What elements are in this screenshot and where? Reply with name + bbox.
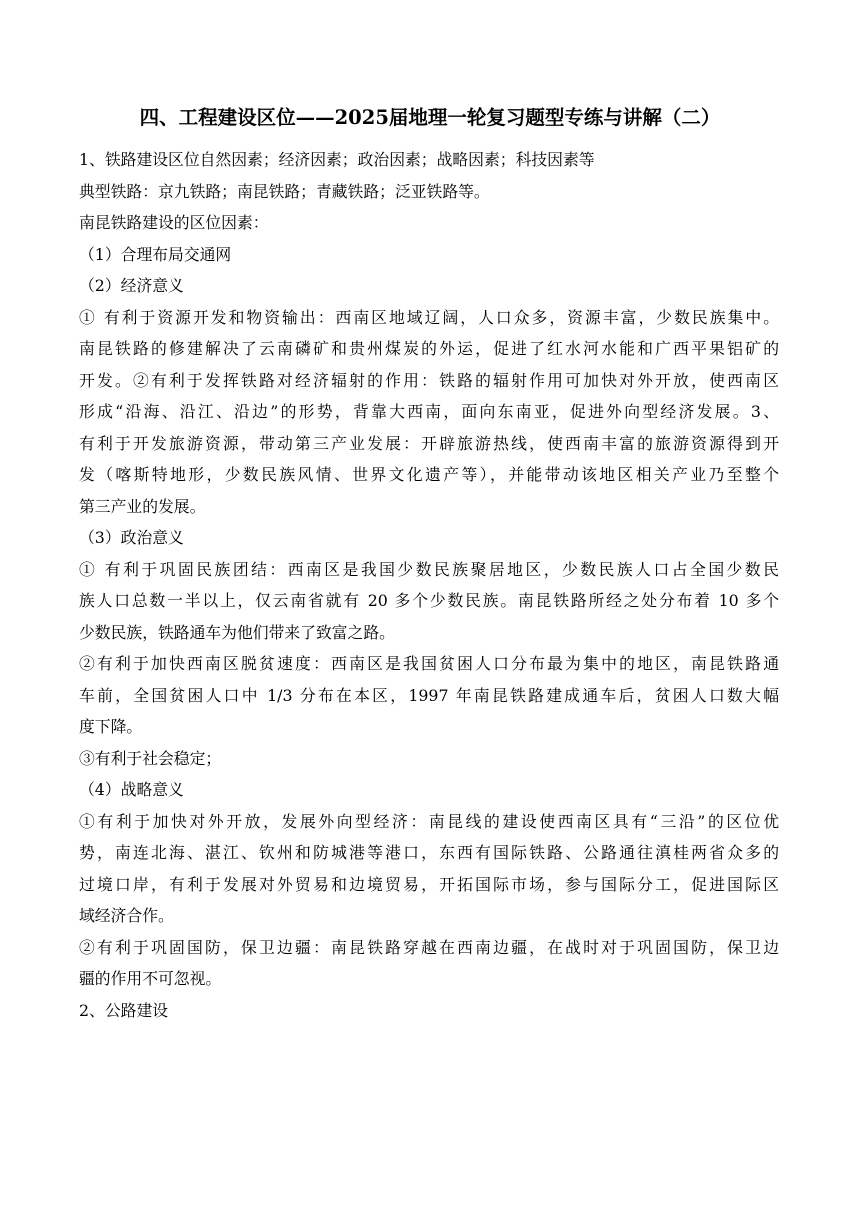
text-line: 南昆铁路建设的区位因素：	[79, 213, 269, 232]
section-heading: （4）战略意义	[79, 780, 184, 799]
section-heading: 2、公路建设	[79, 1000, 169, 1020]
text-line: 第三产业的发展。	[79, 496, 206, 516]
text-line: 1、铁路建设区位自然因素；经济因素；政治因素；战略因素；科技因素等	[79, 150, 595, 169]
text-line: ① 有利于资源开发和物资输出：西南区地域辽阔，人口众多，资源丰富，少数民族集中。	[79, 307, 779, 327]
text-line: 车前，全国贫困人口中 1/3 分布在本区，1997 年南昆铁路建成通车后，贫困人口数大幅	[79, 685, 779, 705]
text-line: 疆的作用不可忽视。	[79, 969, 222, 988]
page-title: 四、工程建设区位——2025届地理一轮复习题型专练与讲解（二）	[139, 106, 721, 129]
text-line: 域经济合作。	[79, 906, 174, 925]
text-line: ①有利于加快对外开放，发展外向型经济：南昆线的建设使西南区具有“三沿”的区位优	[79, 811, 779, 831]
text-line: 开发。②有利于发挥铁路对经济辐射的作用：铁路的辐射作用可加快对外开放，使西南区	[79, 370, 779, 390]
text-line: 典型铁路：京九铁路；南昆铁路；青藏铁路；泛亚铁路等。	[79, 181, 490, 201]
text-line: 形成“沿海、沿江、沿边”的形势，背靠大西南，面向东南亚，促进外向型经济发展。3、	[79, 402, 779, 421]
section-heading: （1）合理布局交通网	[79, 244, 232, 264]
text-line: 族人口总数一半以上，仅云南省就有 20 多个少数民族。南昆铁路所经之处分布着 10 多个	[79, 591, 779, 610]
section-heading: （2）经济意义	[79, 276, 184, 295]
text-line: 势，南连北海、湛江、钦州和防城港等港口，东西有国际铁路、公路通往滇桂两省众多的	[79, 843, 779, 862]
text-line: 有利于开发旅游资源，带动第三产业发展：开辟旅游热线，使西南丰富的旅游资源得到开	[79, 433, 779, 453]
text-line: 过境口岸，有利于发展对外贸易和边境贸易，开拓国际市场，参与国际分工，促进国际区	[79, 874, 779, 894]
text-line: ③有利于社会稳定；	[79, 748, 222, 768]
text-line: 南昆铁路的修建解决了云南磷矿和贵州煤炭的外运，促进了红水河水能和广西平果铝矿的	[79, 339, 779, 358]
text-line: 度下降。	[79, 717, 143, 736]
document-body	[79, 144, 779, 1026]
text-line: ②有利于加快西南区脱贫速度：西南区是我国贫困人口分布最为集中的地区，南昆铁路通	[79, 654, 779, 673]
text-line: ① 有利于巩固民族团结：西南区是我国少数民族聚居地区，少数民族人口占全国少数民	[79, 559, 779, 579]
text-line: 少数民族，铁路通车为他们带来了致富之路。	[79, 622, 395, 642]
text-line: ②有利于巩固国防，保卫边疆：南昆铁路穿越在西南边疆，在战时对于巩固国防，保卫边	[79, 937, 779, 957]
text-line: 发（喀斯特地形，少数民族风情、世界文化遗产等），并能带动该地区相关产业乃至整个	[79, 465, 779, 484]
section-heading: （3）政治意义	[79, 528, 184, 547]
